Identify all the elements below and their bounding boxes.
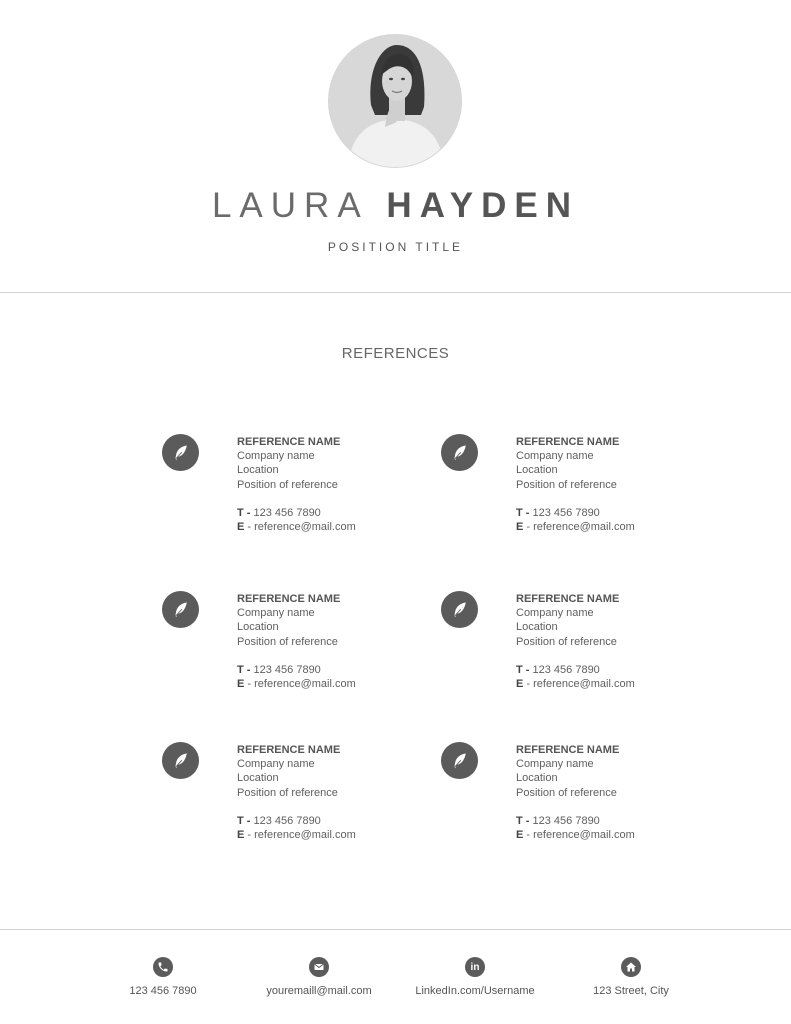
reference-card [441,742,701,852]
reference-phone: 123 456 7890 [253,506,321,519]
reference-email[interactable]: - reference@mail.com [247,521,356,534]
reference-phone: 123 456 7890 [532,506,600,519]
reference-phone: 123 456 7890 [532,814,600,827]
reference-details [516,592,635,691]
reference-phone: 123 456 7890 [253,814,321,827]
reference-details [237,592,356,691]
reference-email-line [516,520,635,534]
reference-card [162,434,422,544]
reference-email-line [237,828,356,842]
reference-phone-line [516,506,635,520]
phone-label: T - [237,814,251,827]
reference-location: Location [516,621,558,634]
reference-card [162,591,422,701]
feather-icon [441,742,478,779]
reference-email-line [237,520,356,534]
footer-address-text: 123 Street, City [593,985,669,997]
phone-label: T - [516,814,530,827]
feather-icon [162,591,199,628]
footer-linkedin-text: LinkedIn.com/Username [415,985,535,997]
linkedin-icon: in [465,957,485,977]
reference-name: REFERENCE NAME [237,744,341,756]
reference-position: Position of reference [237,478,338,491]
reference-company: Company name [516,450,594,463]
reference-phone-line [237,663,356,677]
reference-details [237,435,356,534]
footer-email [229,957,409,997]
feather-icon [162,434,199,471]
footer-phone-text: 123 456 7890 [129,985,197,997]
position-title: POSITION TITLE [327,240,464,254]
phone-label: T - [237,506,251,519]
email-label: E [516,829,524,842]
reference-details [516,435,635,534]
reference-name: REFERENCE NAME [237,436,341,448]
reference-email-line [237,677,356,691]
reference-email-line [516,828,635,842]
reference-email[interactable]: - reference@mail.com [526,521,635,534]
email-label: E [237,678,245,691]
reference-company: Company name [516,607,594,620]
reference-location: Location [516,772,558,785]
feather-icon [441,434,478,471]
phone-label: T - [237,663,251,676]
reference-position: Position of reference [516,635,617,648]
candidate-name [0,186,791,226]
reference-company: Company name [237,758,315,771]
footer-address [541,957,721,997]
reference-company: Company name [237,607,315,620]
reference-details [237,743,356,842]
reference-email[interactable]: - reference@mail.com [247,829,356,842]
email-label: E [237,521,245,534]
reference-position: Position of reference [237,786,338,799]
feather-icon [441,591,478,628]
email-label: E [516,678,524,691]
reference-phone-line [516,814,635,828]
footer-linkedin [385,957,565,997]
phone-label: T - [516,506,530,519]
footer-phone [73,957,253,997]
reference-card [441,591,701,701]
reference-phone: 123 456 7890 [532,663,600,676]
email-label: E [237,829,245,842]
reference-name: REFERENCE NAME [516,744,620,756]
reference-email[interactable]: - reference@mail.com [526,829,635,842]
phone-icon [153,957,173,977]
first-name: LAURA [211,186,369,225]
reference-phone-line [237,506,356,520]
reference-email-line [516,677,635,691]
reference-name: REFERENCE NAME [237,593,341,605]
reference-position: Position of reference [516,786,617,799]
last-name: HAYDEN [386,186,580,225]
section-title: REFERENCES [341,345,450,362]
reference-location: Location [237,621,279,634]
footer-divider [0,929,791,930]
reference-name: REFERENCE NAME [516,436,620,448]
reference-phone-line [237,814,356,828]
reference-company: Company name [237,450,315,463]
profile-photo [328,34,462,168]
email-label: E [516,521,524,534]
header-divider [0,292,791,293]
reference-position: Position of reference [237,635,338,648]
reference-name: REFERENCE NAME [516,593,620,605]
feather-icon [162,742,199,779]
reference-company: Company name [516,758,594,771]
reference-email[interactable]: - reference@mail.com [247,678,356,691]
reference-location: Location [237,772,279,785]
reference-phone: 123 456 7890 [253,663,321,676]
envelope-icon [309,957,329,977]
reference-phone-line [516,663,635,677]
reference-position: Position of reference [516,478,617,491]
reference-location: Location [237,464,279,477]
reference-email[interactable]: - reference@mail.com [526,678,635,691]
home-icon [621,957,641,977]
reference-card [441,434,701,544]
reference-card [162,742,422,852]
reference-details [516,743,635,842]
reference-location: Location [516,464,558,477]
phone-label: T - [516,663,530,676]
footer-email-text: youremaill@mail.com [266,985,372,997]
